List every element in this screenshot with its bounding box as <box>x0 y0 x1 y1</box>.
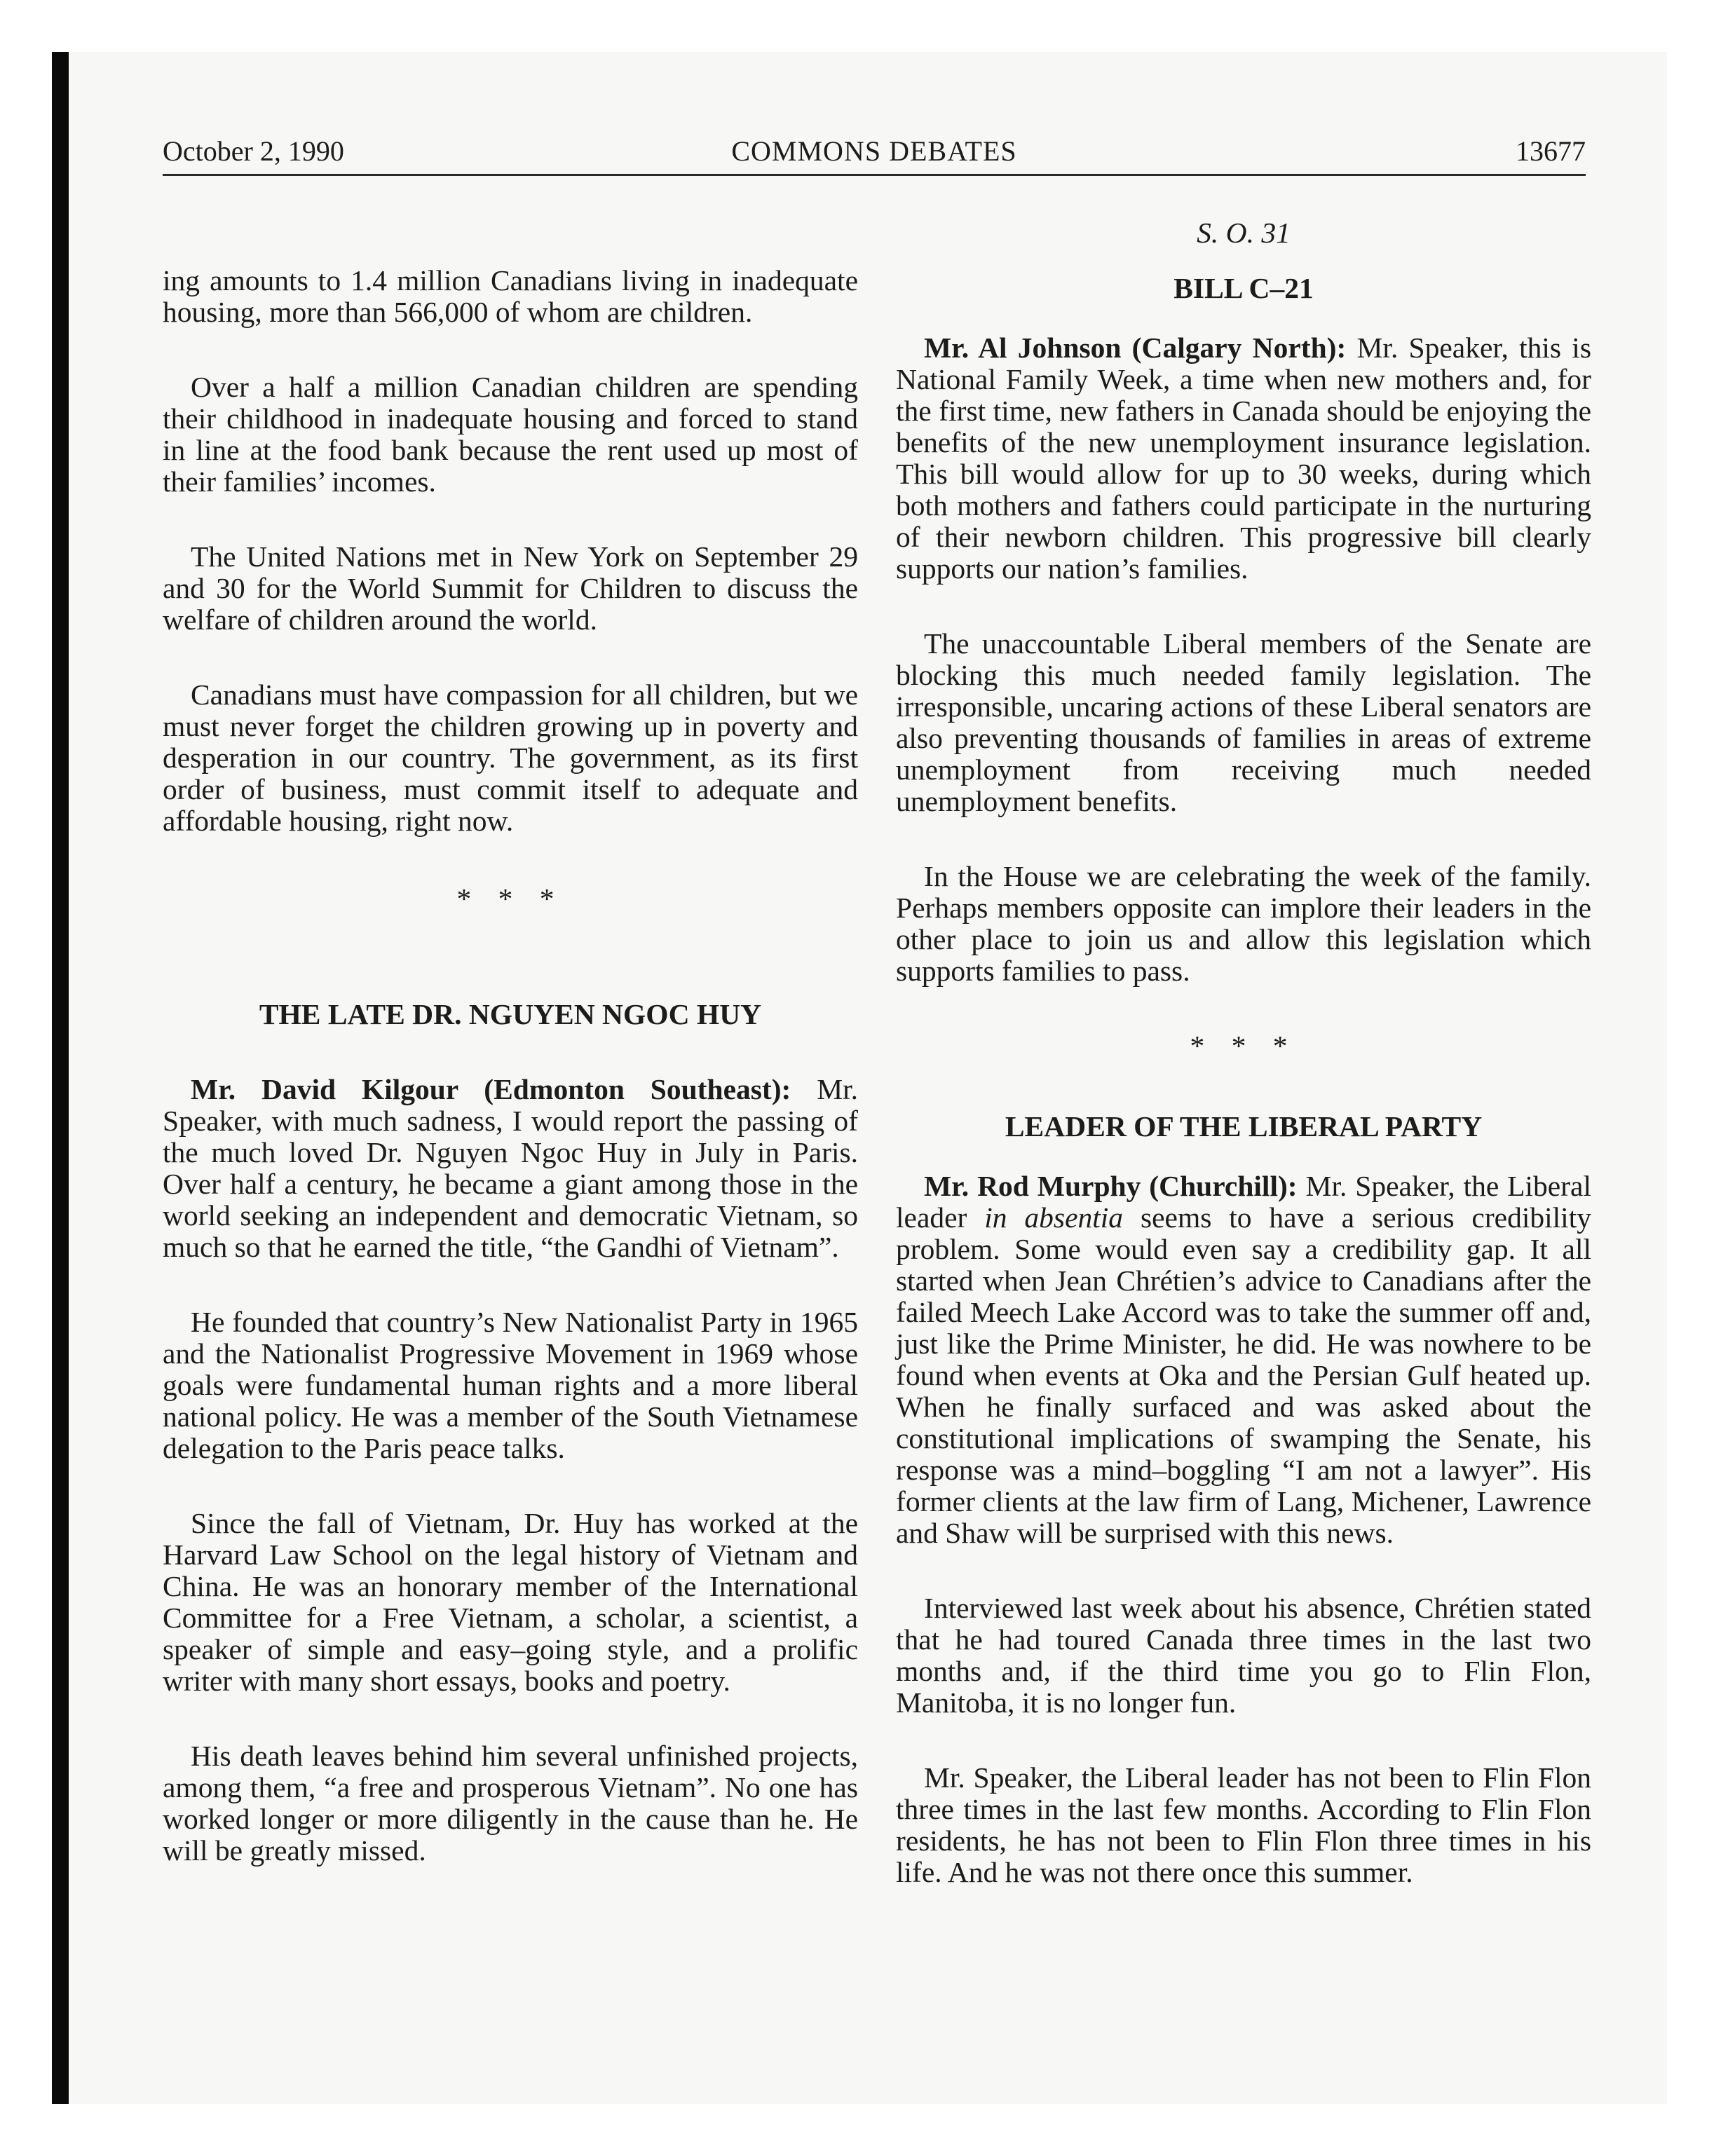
left-column <box>163 196 858 1910</box>
section-heading: BILL C–21 <box>1173 272 1314 304</box>
paragraph: In the House we are celebrating the week of the family. Perhaps members opposite can implore their leaders in the other place to join us and allow this legislation which supports families to pass. <box>896 860 1591 987</box>
paragraph: He founded that country’s New Nationalist Party in 1965 and the Nationalist Progressive Movement in 1969 whose goals were fundamental human rights and a more liberal national policy. He was a member of the South Vietnamese delegation to the Paris peace talks. <box>163 1306 858 1464</box>
header-page-number: 13677 <box>1516 135 1586 167</box>
speech-text: Mr. Speaker, the Liberal leader <box>896 1170 1591 1234</box>
header-rule <box>163 174 1586 176</box>
paragraph: The United Nations met in New York on September 29 and 30 for the World Summit for Children to discuss the welfare of children around the world. <box>163 540 858 636</box>
left-column-top-gap <box>163 196 858 265</box>
paragraph: His death leaves behind him several unfinished projects, among them, “a free and prosperous Vietnam”. No one has worked longer or more diligently in the cause than he. He will be greatly missed. <box>163 1740 858 1867</box>
paragraph: Since the fall of Vietnam, Dr. Huy has worked at the Harvard Law School on the legal history of Vietnam and China. He was an honorary member of the International Committee for a Free Vietnam, a scholar, a scientist, a speaker of simple and easy–going style, and a prolific writer with many short essays, books and poetry. <box>163 1507 858 1697</box>
speaker-name: Mr. Rod Murphy (Churchill): <box>924 1170 1298 1202</box>
paragraph: Over a half a million Canadian children are spending their childhood in inadequate housing and forced to stand in line at the food bank because the rent used up most of their families’ incomes. <box>163 371 858 498</box>
section-heading: LEADER OF THE LIBERAL PARTY <box>1005 1110 1483 1142</box>
paragraph: Interviewed last week about his absence, Chrétien stated that he had toured Canada three times in the last two months and, if the third time you go to Flin Flon, Manitoba, it is no longer fun. <box>896 1592 1591 1719</box>
standing-order-label: S. O. 31 <box>1197 217 1291 249</box>
paragraph: The unaccountable Liberal members of the Senate are blocking this much needed family legislation. The irresponsible, uncaring actions of these Liberal senators are also preventing thousands of families in areas of extreme unemployment from receiving much needed unemployment benefits. <box>896 627 1591 817</box>
speech-paragraph <box>896 1171 1591 1549</box>
speech-text: seems to have a serious credibility problem. Some would even say a credibility gap. It all started when Jean Chrétien’s advice to Canadians after the failed Meech Lake Accord was to take the summer off and, just like the Prime Minister, he did. He was nowhere to be found when events at Oka and the Persian Gulf heated up. When he finally surfaced and was asked about the constitutional implications of swamping the Senate, his response was a mind–boggling “I am not a lawyer”. His former clients at the law firm of Lang, Michener, Lawrence and Shaw will be surprised with this news. <box>896 1201 1591 1549</box>
paragraph: Mr. Speaker, the Liberal leader has not been to Flin Flon three times in the last few months. According to Flin Flon residents, he has not been to Flin Flon three times in his life. And he was not there once this summer. <box>896 1761 1591 1888</box>
header-title: COMMONS DEBATES <box>731 135 1017 167</box>
section-heading: THE LATE DR. NGUYEN NGOC HUY <box>259 998 762 1030</box>
section-separator: * * * <box>456 882 564 915</box>
paragraph: ing amounts to 1.4 million Canadians living in inadequate housing, more than 566,000 of whom are children. <box>163 264 858 328</box>
speech-paragraph <box>896 332 1591 585</box>
speaker-name: Mr. Al Johnson (Calgary North): <box>924 332 1347 364</box>
speech-paragraph <box>163 1074 858 1263</box>
speaker-name: Mr. David Kilgour (Edmonton Southeast): <box>191 1073 791 1105</box>
right-column <box>896 196 1591 1932</box>
italic-phrase: in absentia <box>984 1201 1124 1234</box>
header-date: October 2, 1990 <box>163 135 344 167</box>
scan-border <box>52 52 69 2104</box>
speech-text: Mr. Speaker, with much sadness, I would report the passing of the much loved Dr. Nguyen Ngoc Huy in July in Paris. Over half a century, he became a giant among those in the world seeking an independent and democratic Vietnam, so much so that he earned the title, “the Gandhi of Vietnam”. <box>163 1073 858 1263</box>
speech-text: Mr. Speaker, this is National Family Week, a time when new mothers and, for the first time, new fathers in Canada should be enjoying the benefits of the new unemployment insurance legislation. This bill would allow for up to 30 weeks, during which both mothers and fathers could participate in the nurturing of their newborn children. This progressive bill clearly supports our nation’s families. <box>896 332 1591 585</box>
page-header <box>163 135 1586 174</box>
paragraph: Canadians must have compassion for all children, but we must never forget the children growing up in poverty and desperation in our country. The government, as its first order of business, must commit itself to adequate and affordable housing, right now. <box>163 678 858 837</box>
section-separator: * * * <box>1190 1030 1298 1062</box>
